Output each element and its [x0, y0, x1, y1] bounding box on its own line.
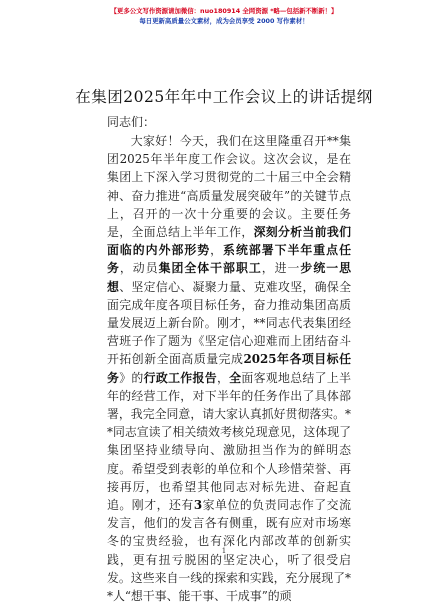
promo-banner [0, 6, 448, 26]
bold-phrase: 2025年各项目标任务 [107, 352, 351, 385]
document-title: 在集团2025年年中工作会议上的讲话提纲 [75, 88, 373, 106]
bold-phrase: 系统部署下半年重点任务 [107, 243, 351, 276]
bold-phrase: 行政工作报告 [143, 370, 217, 385]
bold-phrase: 深刻分析当前我们面临的内外部形势 [107, 225, 351, 258]
bold-phrase: 集团全体干部职工 [158, 261, 262, 276]
document-body [107, 132, 351, 605]
page-number: 1 [221, 547, 227, 555]
body-paragraph: 大家好！今天，我们在这里隆重召开**集团2025年半年度工作会议。这次会议，是在集团上下深入学习贯彻党的二十届三中全会精神、奋力推进“高质量发展突破年”的关键节点上，召开的一次十分重要的会议。主要任务是，全面总结上半年工作，深刻分析当前我们面临的内外部形势，系统部署下半年重点任务，动员集团全体干部职工，进一步统一思想、坚定信心、凝聚力量、克难攻坚，确保全面完成年度各项目标任务，奋力推动集团高质量发展迈上新台阶。刚才，**同志代表集团经营班子作了题为《坚定信心迎难而上团结奋斗开拓创新全面高质量完成2025年各项目标任务》的行政工作报告，全面客观地总结了上半年的经营工作，对下半年的任务作出了具体部署，我完全同意，请大家认真抓好贯彻落实。**同志宣读了相关绩效考核兑现意见，这体现了集团坚持业绩导向、激励担当作为的鲜明态度。希望受到表彰的单位和个人珍惜荣誉、再接再厉，也希望其他同志对标先进、奋起直追。刚才，还有3家单位的负责同志作了交流发言，他们的发言各有侧重，既有应对市场寒冬的宝贵经验，也有深化内部改革的创新实践，更有扭亏脱困的坚定决心，听了很受启发。这些来自一线的探索和实践，充分展现了**人“想干事、能干事、干成事”的顽 [107, 134, 351, 604]
salutation: 同志们： [107, 115, 156, 129]
promo-line-2: 每日更新高质量公文素材，成为会员享受 2000 写作素材！ [139, 17, 309, 25]
bold-phrase: 步统一思想 [107, 261, 351, 294]
bold-phrase: 全 [229, 370, 242, 385]
promo-line-1: 【更多公文写作资源请加微信：nuo180914 全网资源 *略—包括新不断新！】 [110, 7, 338, 15]
bold-phrase: 3 [193, 498, 203, 513]
